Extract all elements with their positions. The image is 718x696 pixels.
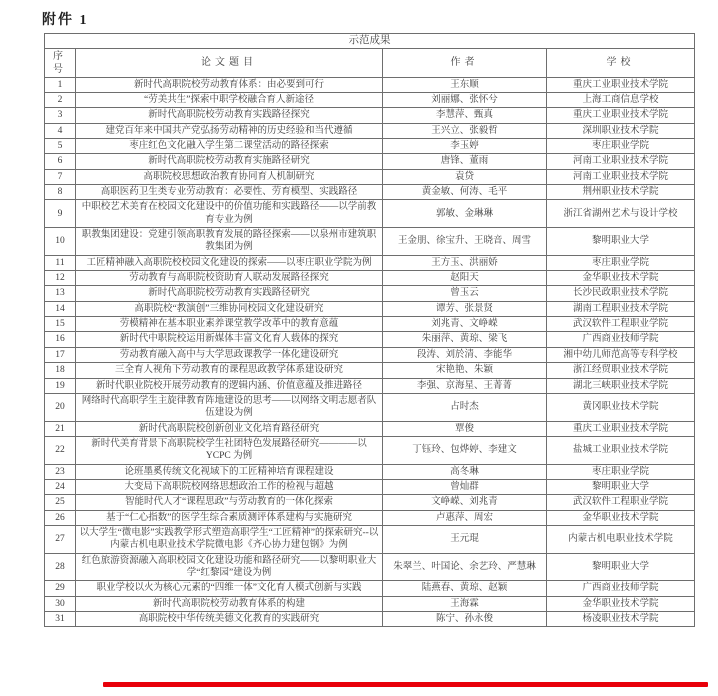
cell-authors: 王金朋、徐宝升、王晓音、周雪	[383, 228, 547, 256]
cell-authors: 占时杰	[383, 393, 547, 421]
cell-authors: 郭敏、金琳琳	[383, 200, 547, 228]
table-title-row	[45, 34, 695, 49]
table-row	[45, 464, 695, 479]
table-row	[45, 255, 695, 270]
table-row	[45, 596, 695, 611]
cell-title: 论班墨奚传统文化视域下的工匠精神培育课程建设	[76, 464, 383, 479]
cell-school: 河南工业职业技术学院	[547, 169, 695, 184]
cell-school: 金华职业技术学院	[547, 510, 695, 525]
cell-no: 15	[45, 317, 76, 332]
table-row	[45, 347, 695, 362]
cell-authors: 黄金敏、何涛、毛平	[383, 185, 547, 200]
cell-title: 高职院校中华传统美德文化教育的实践研究	[76, 612, 383, 627]
cell-no: 27	[45, 525, 76, 553]
cell-school: 浙江经贸职业技术学院	[547, 363, 695, 378]
cell-school: 枣庄职业学院	[547, 255, 695, 270]
table-row	[45, 123, 695, 138]
table-row	[45, 393, 695, 421]
cell-title: 中职校艺术美育在校园文化建设中的价值功能和实践路径——以学前教育专业为例	[76, 200, 383, 228]
cell-title: 以大学生“微电影”实践教学形式塑造高职学生“工匠精神”的探索研究--以内蒙古机电职业技术学院微电影《齐心协力建包钢》为例	[76, 525, 383, 553]
cell-school: 荆州职业技术学院	[547, 185, 695, 200]
table-title: 示范成果	[45, 34, 695, 49]
cell-authors: 王兴立、张毅哲	[383, 123, 547, 138]
cell-title: 新时代中职院校运用新媒体丰富文化育人载体的探究	[76, 332, 383, 347]
cell-school: 黎明职业大学	[547, 553, 695, 581]
table-row	[45, 525, 695, 553]
cell-school: 金华职业技术学院	[547, 596, 695, 611]
cell-title: “劳美共生”探索中职学校融合育人新途径	[76, 92, 383, 107]
cell-title: 新时代高职院校劳动教育体系：由必要到可行	[76, 77, 383, 92]
cell-no: 24	[45, 479, 76, 494]
cell-no: 6	[45, 154, 76, 169]
results-table	[44, 33, 695, 627]
cell-no: 11	[45, 255, 76, 270]
attachment-label: 附件 1	[42, 13, 89, 28]
cell-no: 7	[45, 169, 76, 184]
table-row	[45, 169, 695, 184]
cell-school: 湖南工程职业技术学院	[547, 301, 695, 316]
cell-school: 枣庄职业学院	[547, 464, 695, 479]
cell-no: 12	[45, 271, 76, 286]
cell-school: 黎明职业大学	[547, 479, 695, 494]
red-underline-annotation	[103, 682, 708, 687]
cell-school: 长沙民政职业技术学院	[547, 286, 695, 301]
cell-title: 新时代高职院校劳动教育实施路径研究	[76, 154, 383, 169]
table-row	[45, 495, 695, 510]
cell-authors: 文峥嵘、刘兆青	[383, 495, 547, 510]
table-row	[45, 77, 695, 92]
cell-no: 3	[45, 108, 76, 123]
cell-no: 16	[45, 332, 76, 347]
cell-authors: 刘丽娜、张怀兮	[383, 92, 547, 107]
column-header-1: 论文题目	[76, 48, 383, 77]
cell-title: 基于“仁心指数”的医学生综合素质测评体系建构与实施研究	[76, 510, 383, 525]
table-row	[45, 271, 695, 286]
table-row	[45, 92, 695, 107]
cell-title: 新时代高职院校劳动教育体系的构建	[76, 596, 383, 611]
table-row	[45, 378, 695, 393]
table-row	[45, 421, 695, 436]
cell-school: 重庆工业职业技术学院	[547, 421, 695, 436]
column-header-0: 序号	[45, 48, 76, 77]
table-row	[45, 228, 695, 256]
cell-no: 19	[45, 378, 76, 393]
cell-title: 大变局下高职院校网络思想政治工作的检视与超越	[76, 479, 383, 494]
table-row	[45, 436, 695, 464]
cell-title: 枣庄红色文化融入学生第二课堂活动的路径探索	[76, 139, 383, 154]
table-row	[45, 154, 695, 169]
cell-title: 新时代高职院校劳动教育实践路径研究	[76, 286, 383, 301]
cell-authors: 陈宁、孙永俊	[383, 612, 547, 627]
cell-title: 红色旅游资源融入高职校园文化建设功能和路径研究——以黎明职业大学“红黎园”建设为例	[76, 553, 383, 581]
cell-no: 9	[45, 200, 76, 228]
cell-title: 智能时代人才“课程思政”与劳动教育的一体化探索	[76, 495, 383, 510]
cell-school: 深圳职业技术学院	[547, 123, 695, 138]
cell-no: 5	[45, 139, 76, 154]
cell-school: 河南工业职业技术学院	[547, 154, 695, 169]
cell-title: 高职院校思想政治教育协同育人机制研究	[76, 169, 383, 184]
cell-no: 8	[45, 185, 76, 200]
table-row	[45, 108, 695, 123]
cell-authors: 陆燕春、黄琼、赵颖	[383, 581, 547, 596]
cell-authors: 覃俊	[383, 421, 547, 436]
table-row	[45, 286, 695, 301]
cell-no: 20	[45, 393, 76, 421]
cell-title: 新时代高职院校创新创业文化培育路径研究	[76, 421, 383, 436]
cell-school: 武汉软件工程职业学院	[547, 317, 695, 332]
cell-authors: 王元琨	[383, 525, 547, 553]
cell-no: 1	[45, 77, 76, 92]
cell-no: 18	[45, 363, 76, 378]
cell-title: 劳动教育融入高中与大学思政课教学一体化建设研究	[76, 347, 383, 362]
cell-school: 武汉软件工程职业学院	[547, 495, 695, 510]
cell-authors: 李玉婷	[383, 139, 547, 154]
table-row	[45, 301, 695, 316]
table-row	[45, 139, 695, 154]
cell-authors: 宋艳艳、朱颖	[383, 363, 547, 378]
cell-no: 28	[45, 553, 76, 581]
cell-school: 重庆工业职业技术学院	[547, 77, 695, 92]
cell-no: 29	[45, 581, 76, 596]
table-row	[45, 553, 695, 581]
cell-no: 22	[45, 436, 76, 464]
cell-authors: 袁贷	[383, 169, 547, 184]
cell-school: 上海工商信息学校	[547, 92, 695, 107]
cell-school: 杨凌职业技术学院	[547, 612, 695, 627]
cell-authors: 李强、京海星、王菁菁	[383, 378, 547, 393]
cell-school: 枣庄职业学院	[547, 139, 695, 154]
table-row	[45, 581, 695, 596]
cell-authors: 李慧萍、甄真	[383, 108, 547, 123]
cell-title: 高职院校“教演创”三维协同校园文化建设研究	[76, 301, 383, 316]
cell-school: 金华职业技术学院	[547, 271, 695, 286]
cell-title: 高职医药卫生类专业劳动教育：必要性、劳育模型、实践路径	[76, 185, 383, 200]
cell-no: 14	[45, 301, 76, 316]
cell-authors: 朱丽萍、黄琼、梁飞	[383, 332, 547, 347]
cell-no: 26	[45, 510, 76, 525]
cell-title: 劳动教育与高职院校资助育人联动发展路径探究	[76, 271, 383, 286]
cell-school: 黄冈职业技术学院	[547, 393, 695, 421]
cell-no: 13	[45, 286, 76, 301]
cell-authors: 王东顺	[383, 77, 547, 92]
cell-no: 2	[45, 92, 76, 107]
cell-title: 职业学校以火为核心元素的“四维一体”文化育人模式创新与实践	[76, 581, 383, 596]
cell-authors: 谭芳、张景贤	[383, 301, 547, 316]
table-row	[45, 363, 695, 378]
cell-authors: 曾玉云	[383, 286, 547, 301]
cell-no: 21	[45, 421, 76, 436]
table-row	[45, 612, 695, 627]
cell-school: 湖北三峡职业技术学院	[547, 378, 695, 393]
cell-school: 广西商业技师学院	[547, 581, 695, 596]
cell-title: 新时代职业院校开展劳动教育的逻辑内涵、价值意蕴及推进路径	[76, 378, 383, 393]
cell-authors: 高冬琳	[383, 464, 547, 479]
cell-authors: 刘兆青、文峥嵘	[383, 317, 547, 332]
cell-no: 23	[45, 464, 76, 479]
table-row	[45, 185, 695, 200]
column-header-3: 学校	[547, 48, 695, 77]
cell-title: 新时代美育背景下高职院校学生社团特色发展路径研究————以 YCPC 为例	[76, 436, 383, 464]
cell-authors: 丁钰玲、包烨婷、李建文	[383, 436, 547, 464]
cell-title: 劳模精神在基本职业素养课堂教学改革中的教育意蕴	[76, 317, 383, 332]
column-header-2: 作者	[383, 48, 547, 77]
cell-title: 职教集团建设：党建引领高职教育发展的路径探索——以泉州市建筑职教集团为例	[76, 228, 383, 256]
cell-school: 重庆工业职业技术学院	[547, 108, 695, 123]
cell-no: 25	[45, 495, 76, 510]
cell-school: 广西商业技师学院	[547, 332, 695, 347]
cell-school: 浙江省湖州艺术与设计学校	[547, 200, 695, 228]
cell-authors: 赵阳天	[383, 271, 547, 286]
cell-school: 盐城工业职业技术学院	[547, 436, 695, 464]
cell-authors: 曾灿群	[383, 479, 547, 494]
cell-title: 工匠精神融入高职院校校园文化建设的探索——以枣庄职业学院为例	[76, 255, 383, 270]
cell-school: 黎明职业大学	[547, 228, 695, 256]
cell-no: 10	[45, 228, 76, 256]
table-row	[45, 200, 695, 228]
table-row	[45, 317, 695, 332]
cell-title: 网络时代高职学生主旋律教育阵地建设的思考——以网络文明志愿者队伍建设为例	[76, 393, 383, 421]
cell-authors: 朱翠兰、叶国论、余艺玲、严慧琳	[383, 553, 547, 581]
cell-authors: 王方玉、洪丽娇	[383, 255, 547, 270]
table-row	[45, 332, 695, 347]
table-row	[45, 510, 695, 525]
cell-authors: 王海霖	[383, 596, 547, 611]
cell-title: 三全育人视角下劳动教育的课程思政教学体系建设研究	[76, 363, 383, 378]
cell-authors: 卢惠萍、周宏	[383, 510, 547, 525]
cell-no: 4	[45, 123, 76, 138]
cell-title: 新时代高职院校劳动教育实践路径探究	[76, 108, 383, 123]
cell-no: 31	[45, 612, 76, 627]
cell-school: 湘中幼儿师范高等专科学校	[547, 347, 695, 362]
cell-no: 30	[45, 596, 76, 611]
cell-no: 17	[45, 347, 76, 362]
table-row	[45, 479, 695, 494]
cell-authors: 唐锋、董雨	[383, 154, 547, 169]
cell-title: 建党百年来中国共产党弘扬劳动精神的历史经验和当代遵循	[76, 123, 383, 138]
table-header-row	[45, 48, 695, 77]
cell-school: 内蒙古机电职业技术学院	[547, 525, 695, 553]
cell-authors: 段涛、刘於清、李能华	[383, 347, 547, 362]
